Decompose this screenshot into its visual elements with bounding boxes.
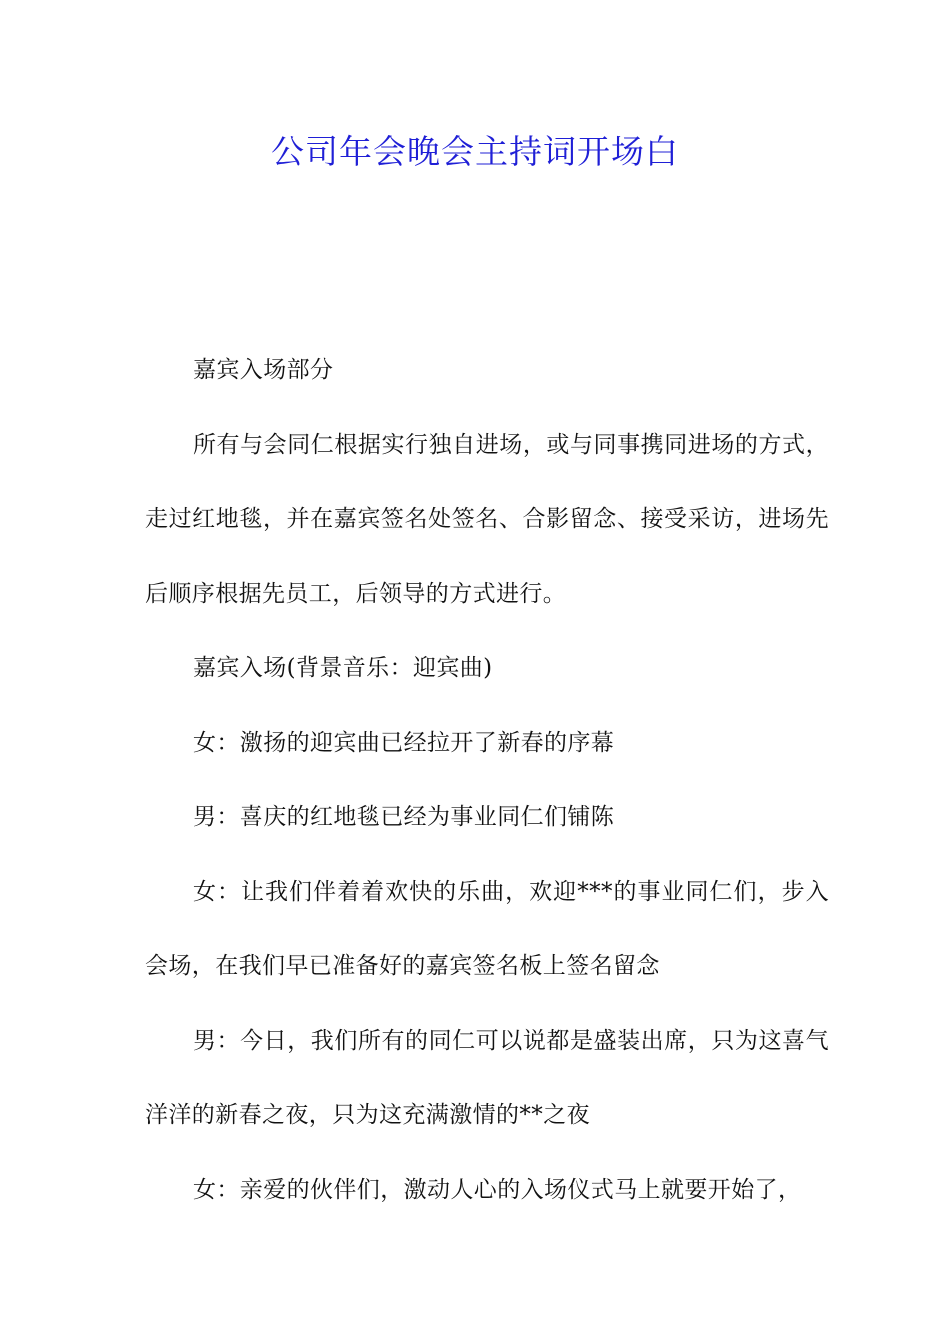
- paragraph-male-line-1: 男：喜庆的红地毯已经为事业同仁们铺陈: [193, 804, 615, 830]
- paragraph-guest-entry-heading: 嘉宾入场部分: [193, 357, 334, 383]
- paragraph-female-line-1: 女：激扬的迎宾曲已经拉开了新春的序幕: [193, 729, 615, 756]
- paragraph-guest-entry-music: 嘉宾入场(背景音乐：迎宾曲): [193, 655, 493, 681]
- paragraph-entry-instructions: 所有与会同仁根据实行独自进场，或与同事携同进场的方式，走过红地毯，并在嘉宾签名处签名、合影留念、接受采访，进场先后顺序根据先员工，后领导的方式进行。: [145, 431, 829, 607]
- paragraph-female-line-2: 女：让我们伴着着欢快的乐曲，欢迎***的事业同仁们，步入会场，在我们早已准备好的嘉宾签名板上签名留念: [145, 878, 829, 979]
- paragraph-male-line-2: 男：今日，我们所有的同仁可以说都是盛装出席，只为这喜气洋洋的新春之夜，只为这充满激情的**之夜: [145, 1027, 829, 1128]
- document-title: 公司年会晚会主持词开场白: [271, 132, 679, 171]
- paragraph-female-line-3: 女：亲爱的伙伴们，激动人心的入场仪式马上就要开始了，: [193, 1176, 802, 1203]
- document-body: [145, 333, 829, 1227]
